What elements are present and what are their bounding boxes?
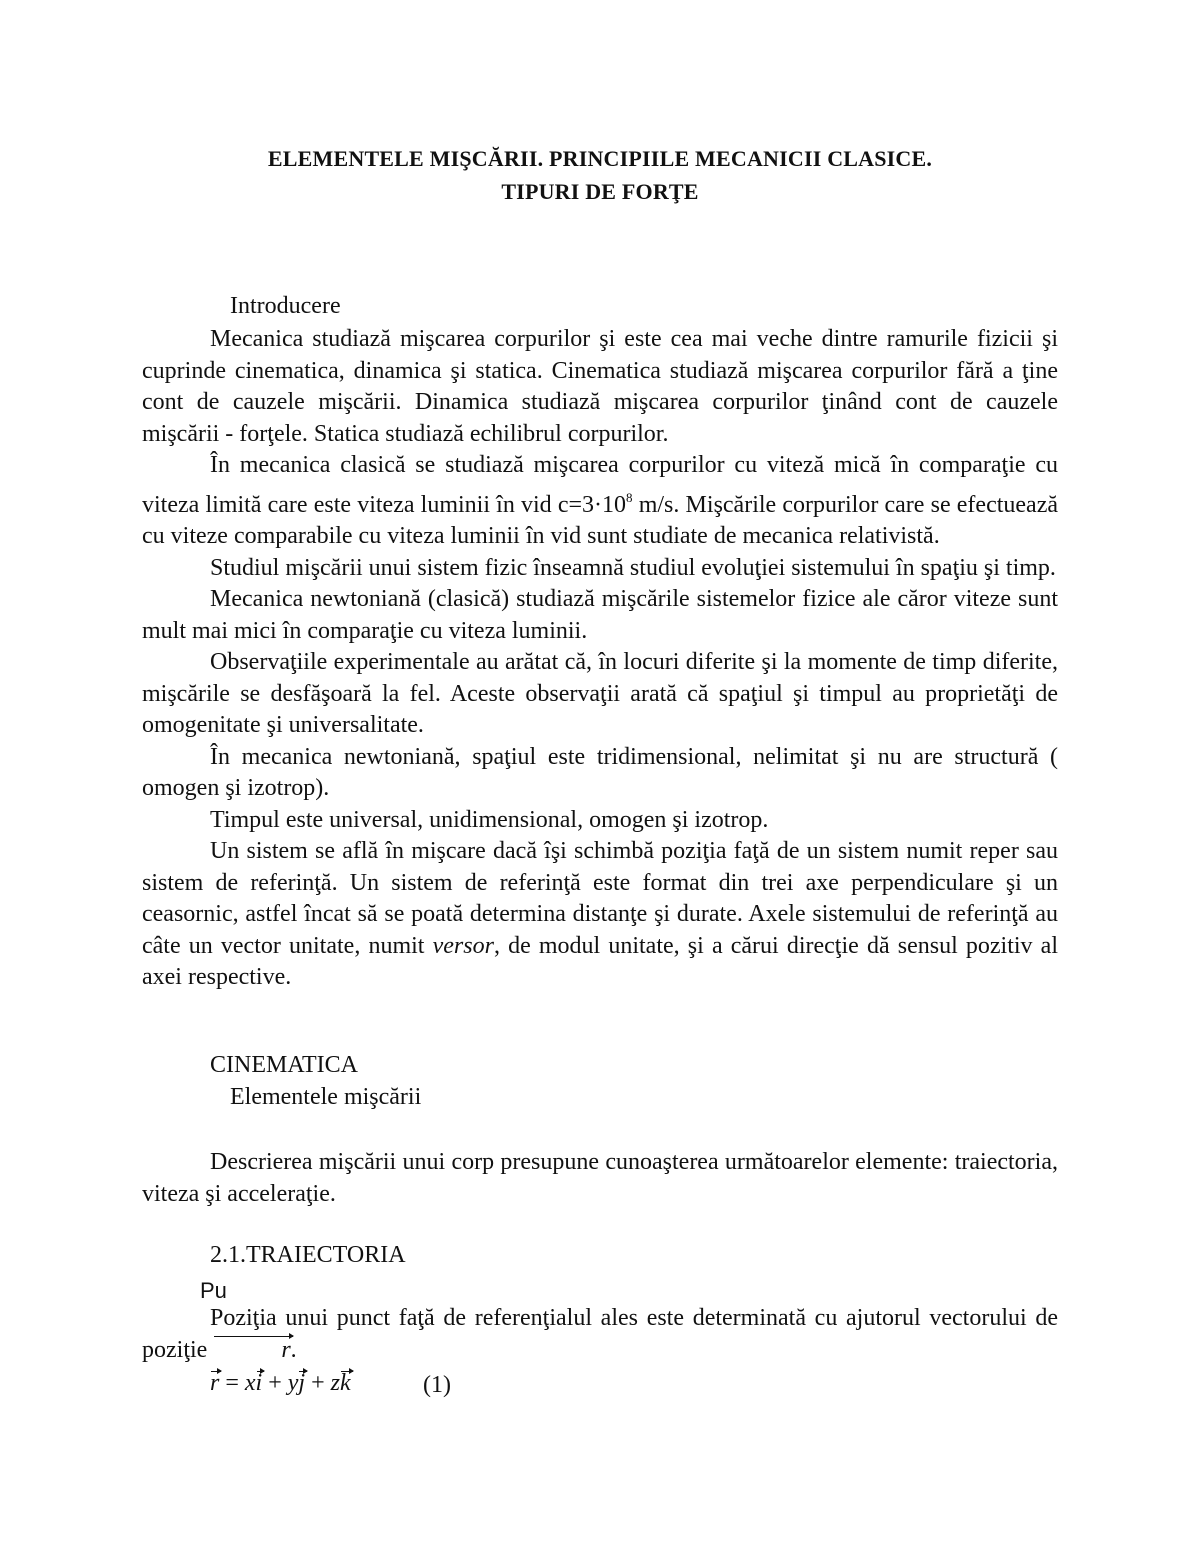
equation-operator: + <box>305 1370 331 1396</box>
document-title-line-2: TIPURI DE FORŢE <box>501 179 699 204</box>
cinematica-heading: CINEMATICA <box>210 1052 358 1078</box>
paragraph-text: m/s. Mişcările corpurilor care se efectuează cu viteze comparabile cu viteza luminii în vid sunt studiate de mecanica relativistă. <box>142 491 1058 549</box>
paragraph-text: , de modul unitate, şi a cărui direcţie dă sensul pozitiv al axei respective. <box>142 932 1058 990</box>
main-text-block <box>142 324 1058 994</box>
equation-coefficient: z <box>330 1370 340 1396</box>
paragraph-studiul: Studiul mişcării unui sistem fizic înseamnă studiul evoluţiei sistemului în spaţiu şi timp. <box>210 554 1056 581</box>
paragraph-observatii: Observaţiile experimentale au arătat că, în locuri diferite şi la momente de timp diferite, mişcările se desfăşoară la fel. Aceste observaţii arată că spaţiul şi timpul au proprietăţi de omogenitate şi universalitate. <box>142 649 1058 738</box>
equation-operator: + <box>262 1370 288 1396</box>
paragraph-mecanica: Mecanica studiază mişcarea corpurilor şi este cea mai veche dintre ramurile fizicii şi cuprinde cinematica, dinamica şi statica. Cinematica studiază mişcarea corpurilor fără a ţine cont de cauzele mişcării. Dinamica studiază mişcarea corpurilor ţinând cont de cauzele mişcării - forţele. Statica studiază echilibrul corpurilor. <box>142 326 1058 447</box>
position-vector-symbol: r <box>213 1335 290 1367</box>
paragraph-spatiul: În mecanica newtoniană, spaţiul este tridimensional, nelimitat şi nu are structură ( omogen şi izotrop). <box>142 743 1058 801</box>
paragraph-text: Un sistem se află în mişcare dacă îşi schimbă poziţia faţă de un sistem numit reper sau sistem de referinţă. Un sistem de referinţă este format din trei axe perpendiculare şi un ceasornic, astfel încat să se poată determina distanţe şi durate. Axele sistemului de referinţă au câte un vector unitate, numit <box>142 838 1058 959</box>
paragraph-timpul: Timpul este universal, unidimensional, omogen şi izotrop. <box>210 806 769 833</box>
unit-vector-i: i <box>255 1370 263 1396</box>
elemente-heading: Elementele mişcării <box>230 1084 422 1110</box>
document-title-line-1: ELEMENTELE MIŞCĂRII. PRINCIPIILE MECANICII CLASICE. <box>267 146 933 171</box>
equation-lhs-vector: r <box>210 1370 220 1396</box>
equation-position-vector <box>210 1370 351 1397</box>
pozitie-block <box>142 1303 1058 1366</box>
paragraph-mecanica-clasica <box>142 450 1058 553</box>
exponent: 8 <box>626 489 633 505</box>
italic-term: versor <box>432 932 494 959</box>
paragraph-newtoniana: Mecanica newtoniană (clasică) studiază mişcările sistemelor fizice ale căror viteze sunt mult mai mici în comparaţie cu viteza luminii. <box>142 586 1058 644</box>
paragraph-text: Poziţia unui punct faţă de referenţialul ales este determinată cu ajutorul vectorului de poziţie <box>142 1305 1058 1363</box>
equation-coefficient: y <box>287 1370 299 1396</box>
traiectoria-heading: 2.1.TRAIECTORIA <box>210 1242 406 1268</box>
equation-operator: = <box>219 1370 245 1396</box>
paragraph-descriere: Descrierea mişcării unui corp presupune cunoaşterea următoarelor elemente: traiectoria, viteza şi acceleraţie. <box>142 1149 1058 1207</box>
equation-number: (1) <box>423 1372 451 1398</box>
equation-coefficient: x <box>244 1370 256 1396</box>
paragraph-text: În mecanica clasică se studiază mişcarea corpurilor cu viteză mică în comparaţie cu viteza limită care este viteza luminii în vid c=3·10 <box>142 452 1058 518</box>
paragraph-pozitie <box>142 1303 1058 1366</box>
stray-text: Pu <box>200 1278 227 1303</box>
paragraph-text: . <box>290 1336 297 1363</box>
intro-heading: Introducere <box>230 293 341 319</box>
unit-vector-j: j <box>298 1370 306 1396</box>
unit-vector-k: k <box>339 1370 351 1396</box>
descriere-block <box>142 1147 1058 1210</box>
paragraph-sistem-referinta <box>142 836 1058 994</box>
